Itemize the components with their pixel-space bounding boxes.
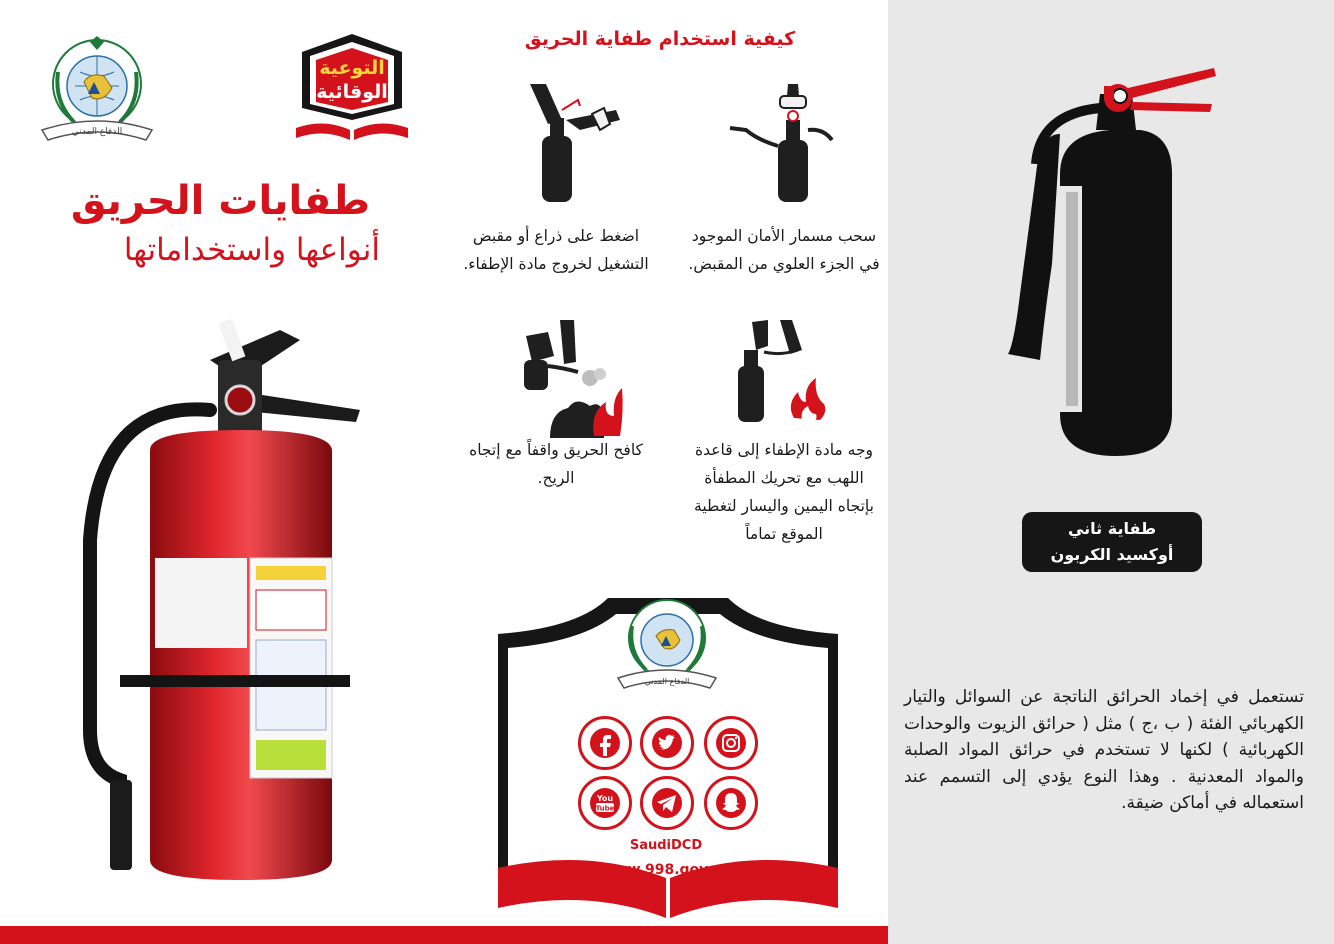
step-1-text: سحب مسمار الأمان الموجود في الجزء العلوي من المقبض. <box>688 227 880 273</box>
civil-defense-logo <box>34 32 160 142</box>
bottom-red-bar <box>0 926 888 944</box>
snapchat-icon <box>715 787 747 819</box>
fight-with-wind-icon <box>520 316 630 441</box>
twitter-button[interactable] <box>640 716 694 770</box>
dry-powder-extinguisher-image <box>60 300 390 900</box>
svg-text:You: You <box>596 794 614 803</box>
pull-pin-icon <box>728 80 838 205</box>
co2-label-line2: أوكسيد الكربون <box>1050 545 1174 564</box>
civil-defense-logo-small <box>612 590 722 690</box>
step-4-text: كافح الحريق واقفاً مع إتجاه الريح. <box>469 441 643 487</box>
snapchat-button[interactable] <box>704 776 758 830</box>
co2-label-box <box>1022 512 1202 572</box>
badge-line2: الوقائية <box>316 81 388 103</box>
instagram-button[interactable] <box>704 716 758 770</box>
telegram-button[interactable] <box>640 776 694 830</box>
twitter-icon <box>651 727 683 759</box>
facebook-icon <box>589 727 621 759</box>
co2-extinguisher-image <box>1000 64 1230 464</box>
page-subtitle: أنواعها واستخداماتها <box>123 232 380 268</box>
squeeze-lever-icon <box>520 80 630 205</box>
page-title: طفايات الحريق <box>70 178 370 224</box>
steps-heading: كيفية استخدام طفاية الحريق <box>524 28 796 50</box>
aim-at-base-icon <box>728 316 838 441</box>
telegram-icon <box>651 787 683 819</box>
logo-caption: الدفاع المدني <box>71 127 123 137</box>
website-link[interactable]: www.998.gov.sa <box>601 862 731 878</box>
facebook-button[interactable] <box>578 716 632 770</box>
logo-caption-small: الدفاع المدني <box>644 677 690 686</box>
step-3-text: وجه مادة الإطفاء إلى قاعدة اللهب مع تحريك المطفأة بإتجاه اليمين واليسار لتغطية الموقع تماماً <box>694 441 874 543</box>
awareness-badge <box>292 30 412 142</box>
co2-label-line1: طفاية ثاني <box>1067 519 1157 538</box>
co2-description: تستعمل في إخماد الحرائق الناتجة عن السوائل والتيار الكهربائي الفئة ( ب ،ج ) مثل ( حرائق الزيوت والوحدات الكهربائية ) لكنها لا تستخدم في حرائق المواد الصلبة والمواد المعدنية . وهذا النوع يؤدي إلى التسمم عند استعماله في أماكن ضيقة. <box>904 687 1304 813</box>
instagram-icon <box>715 727 747 759</box>
badge-line1: التوعية <box>319 57 385 79</box>
step-2-text: اضغط على ذراع أو مقبض التشغيل لخروج مادة الإطفاء. <box>463 227 649 273</box>
svg-text:Tube: Tube <box>595 804 615 813</box>
youtube-icon <box>589 787 621 819</box>
youtube-button[interactable] <box>578 776 632 830</box>
social-handle-link[interactable]: SaudiDCD <box>629 838 703 853</box>
